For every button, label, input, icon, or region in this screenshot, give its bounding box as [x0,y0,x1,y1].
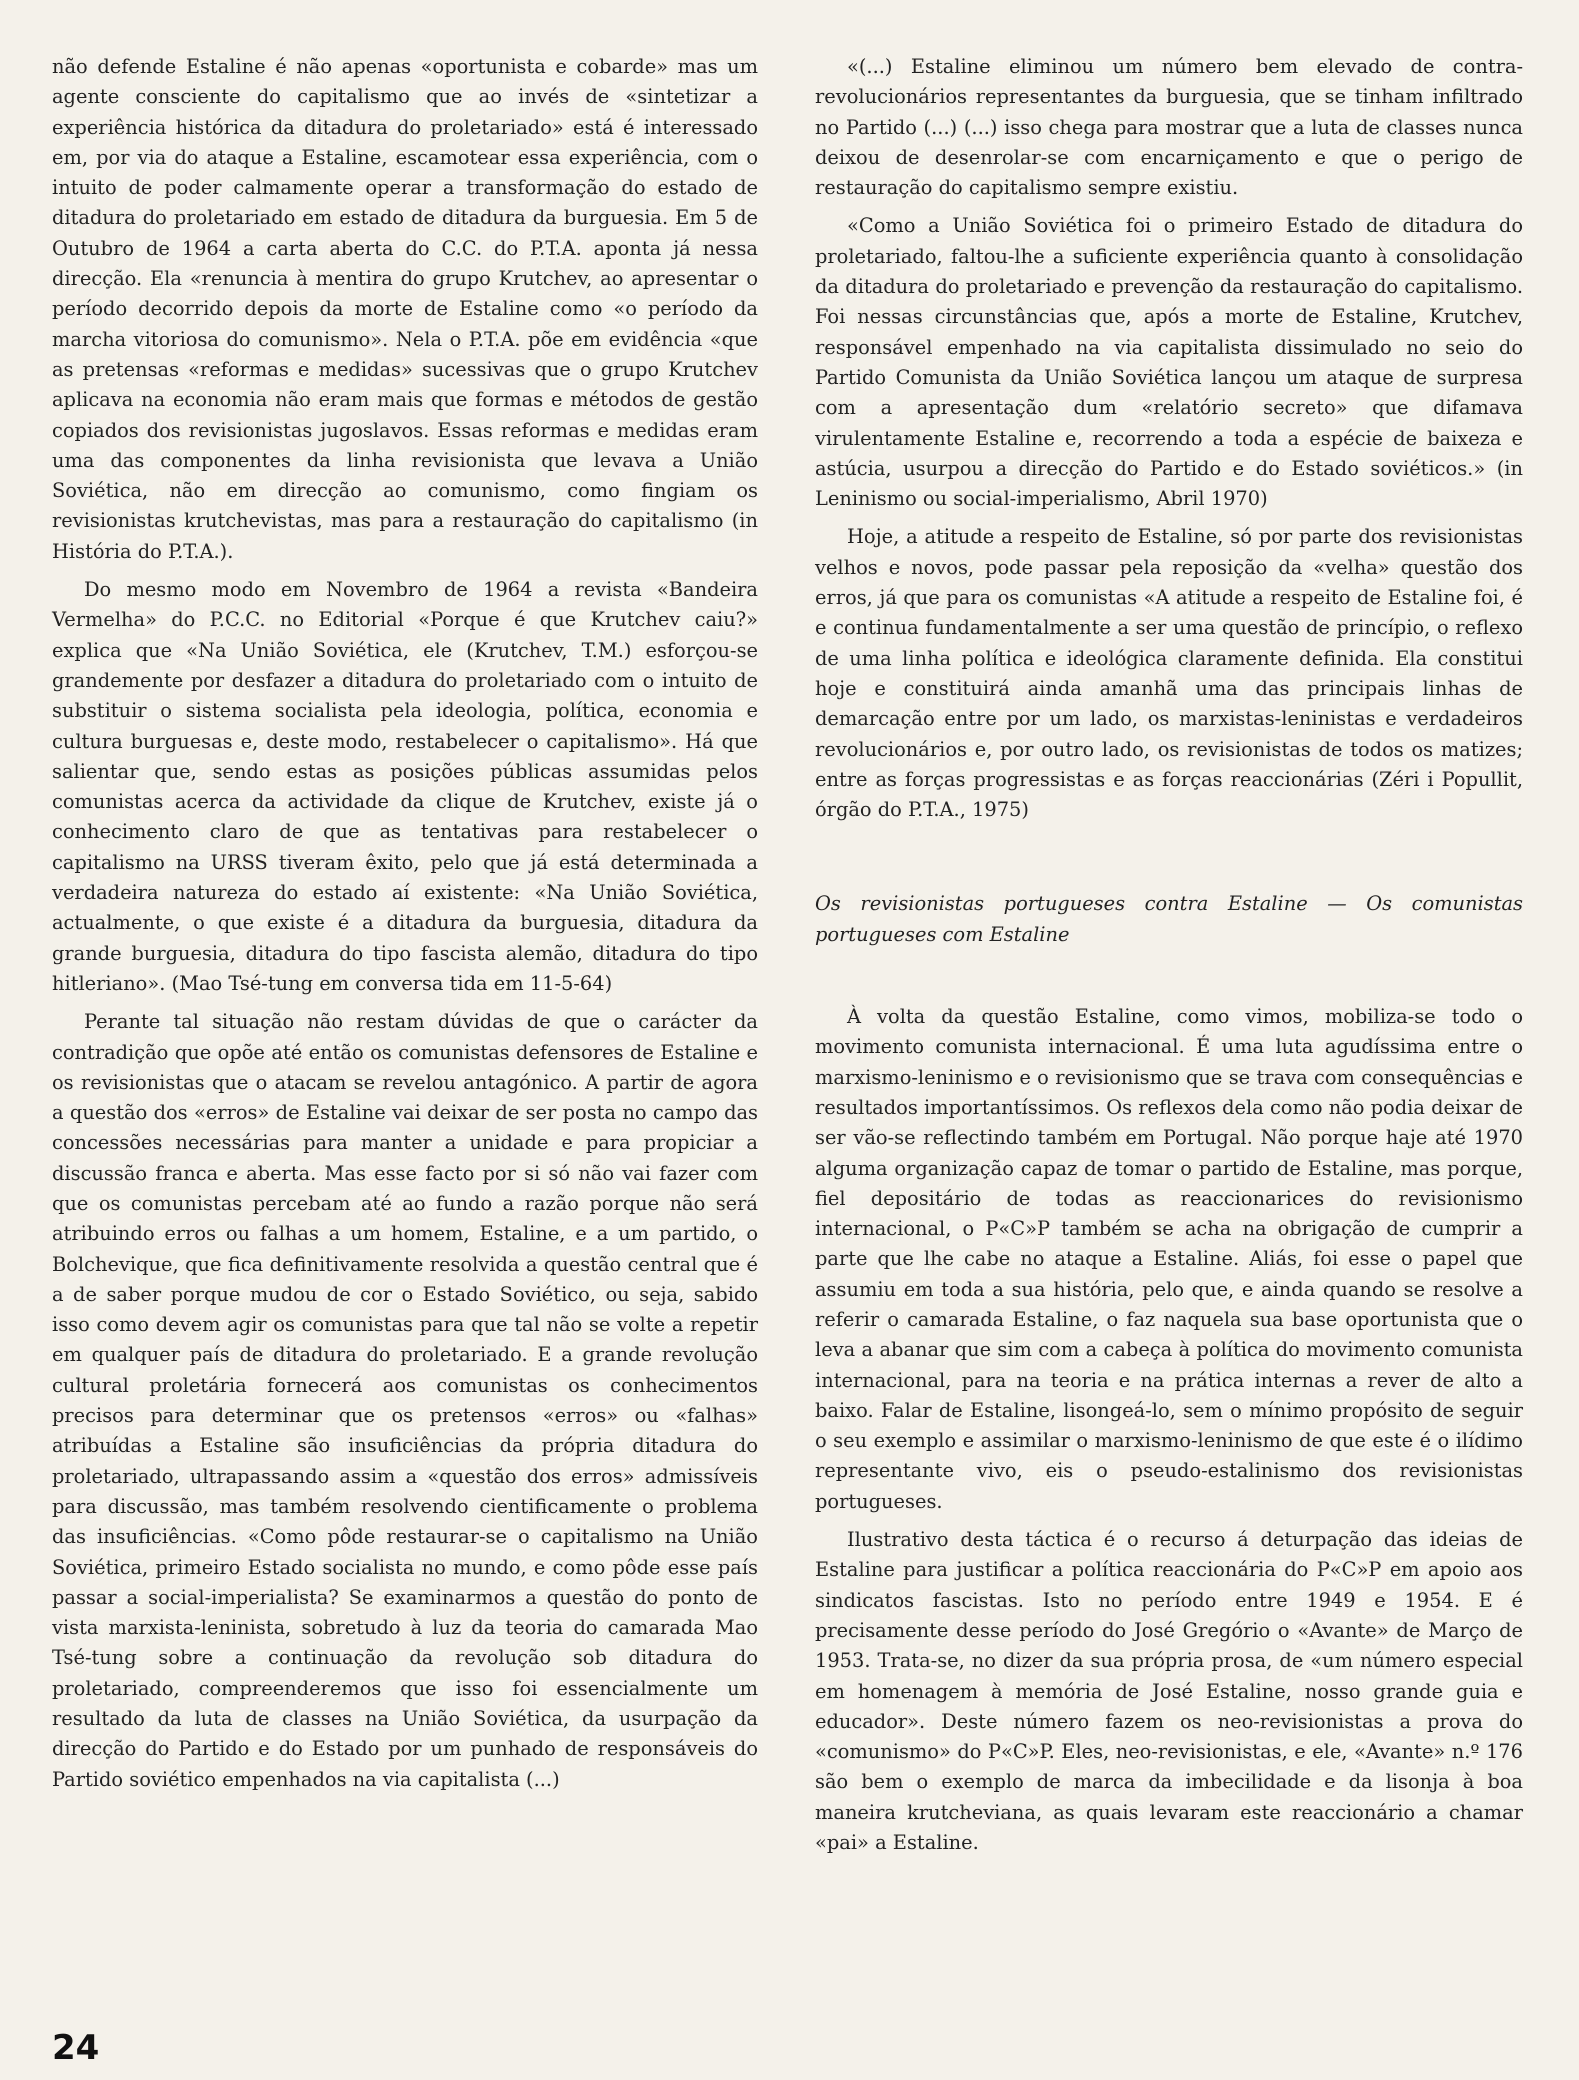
left-column [52,52,758,1803]
section-heading: Os revisionistas portugueses contra Estaline — Os comunistas portugueses com Estaline [815,892,1523,946]
body-paragraph: Perante tal situação não restam dúvidas de que o carácter da contradição que opõe até então os comunistas defensores de Estaline e os revisionistas que o atacam se revelou antagónico. A partir de agora a questão dos «erros» de Estaline vai deixar de ser posta no campo das concessões necessárias para manter a unidade e para propiciar a discussão franca e aberta. Mas esse facto por si só não vai fazer com que os comunistas percebam até ao fundo a razão porque não será atribuindo erros ou falhas a um homem, Estaline, e a um partido, o Bolchevique, que fica definitivamente resolvida a questão central que é a de saber porque mudou de cor o Estado Soviético, ou seja, sabido isso como devem agir os comunistas para que tal não se volte a repetir em qualquer país de ditadura do proletariado. E a grande revolução cultural proletária fornecerá aos comunistas os conhecimentos precisos para determinar que os pretensos «erros» ou «falhas» atribuídas a Estaline são insuficiências da própria ditadura do proletariado, ultrapassando assim a «questão dos erros» admissíveis para discussão, mas também resolvendo cientificamente o problema das insuficiências. «Como pôde restaurar-se o capitalismo na União Soviética, primeiro Estado socialista no mundo, e como pôde esse país passar a social-imperialista? Se examinarmos a questão do ponto de vista marxista-leninista, sobretudo à luz da teoria do camarada Mao Tsé-tung sobre a continuação da revolução sob ditadura do proletariado, compreenderemos que isso foi essencialmente um resultado da luta de classes na União Soviética, da usurpação da direcção do Partido e do Estado por um punhado de responsáveis do Partido soviético empenhados na via capitalista (...) [52,1010,758,1791]
page-number: 24 [52,2028,100,2068]
body-paragraph: À volta da questão Estaline, como vimos, mobiliza-se todo o movimento comunista internacional. É uma luta agudíssima entre o marxismo-leninismo e o revisionismo que se trava com consequências e resultados importantíssimos. Os reflexos dela como não podia deixar de ser vão-se reflectindo também em Portugal. Não porque haje até 1970 alguma organização capaz de tomar o partido de Estaline, mas porque, fiel depositário de todas as reaccionarices do revisionismo internacional, o P«C»P também se acha na obrigação de cumprir a parte que lhe cabe no ataque a Estaline. Aliás, foi esse o papel que assumiu em toda a sua história, pelo que, e ainda quando se resolve a referir o camarada Estaline, o faz naquela sua base oportunista que o leva a abanar que sim com a cabeça à política do movimento comunista internacional, para na teoria e na prática internas a rever de alto a baixo. Falar de Estaline, lisongeá-lo, sem o mínimo propósito de seguir o seu exemplo e assimilar o marxismo-leninismo de que este é o ilídimo representante vivo, eis o pseudo-estalinismo dos revisionistas portugueses. [815,1005,1523,1513]
body-paragraph: Do mesmo modo em Novembro de 1964 a revista «Bandeira Vermelha» do P.C.C. no Editorial «Porque é que Krutchev caiu?» explica que «Na União Soviética, ele (Krutchev, T.M.) esforçou-se grandemente por desfazer a ditadura do proletariado com o intuito de substituir o sistema socialista pela ideologia, política, economia e cultura burguesas e, deste modo, restabelecer o capitalismo». Há que salientar que, sendo estas as posições públicas assumidas pelos comunistas acerca da actividade da clique de Krutchev, existe já o conhecimento claro de que as tentativas para restabelecer o capitalismo na URSS tiveram êxito, pelo que já está determinada a verdadeira natureza do estado aí existente: «Na União Soviética, actualmente, o que existe é a ditadura da burguesia, ditadura da grande burguesia, ditadura do tipo fascista alemão, ditadura do tipo hitleriano». (Mao Tsé-tung em conversa tida em 11-5-64) [52,578,758,995]
body-paragraph: Hoje, a atitude a respeito de Estaline, só por parte dos revisionistas velhos e novos, pode passar pela reposição da «velha» questão dos erros, já que para os comunistas «A atitude a respeito de Estaline foi, é e continua fundamentalmente a ser uma questão de princípio, o reflexo de uma linha política e ideológica claramente definida. Ela constitui hoje e constituirá ainda amanhã uma das principais linhas de demarcação entre por um lado, os marxistas-leninistas e verdadeiros revolucionários e, por outro lado, os revisionistas de todos os matizes; entre as forças progressistas e as forças reaccionárias (Zéri i Popullit, órgão do P.T.A., 1975) [815,525,1523,822]
body-paragraph: «(...) Estaline eliminou um número bem elevado de contra-revolucionários representantes da burguesia, que se tinham infiltrado no Partido (...) (...) isso chega para mostrar que a luta de classes nunca deixou de desenrolar-se com encarniçamento e que o perigo de restauração do capitalismo sempre existiu. [815,55,1523,200]
body-paragraph: não defende Estaline é não apenas «oportunista e cobarde» mas um agente consciente do capitalismo que ao invés de «sintetizar a experiência histórica da ditadura do proletariado» está é interessado em, por via do ataque a Estaline, escamotear essa experiência, com o intuito de poder calmamente operar a transformação do estado de ditadura do proletariado em estado de ditadura da burguesia. Em 5 de Outubro de 1964 a carta aberta do C.C. do P.T.A. aponta já nessa direcção. Ela «renuncia à mentira do grupo Krutchev, ao apresentar o período decorrido depois da morte de Estaline como «o período da marcha vitoriosa do comunismo». Nela o P.T.A. põe em evidência «que as pretensas «reformas e medidas» sucessivas que o grupo Krutchev aplicava na economia não eram mais que formas e métodos de gestão copiados dos revisionistas jugoslavos. Essas reformas e medidas eram uma das componentes da linha revisionista que levava a União Soviética, não em direcção ao comunismo, como fingiam os revisionistas krutchevistas, mas para a restauração do capitalismo (in História do P.T.A.). [52,55,758,563]
right-column [815,52,1523,1866]
body-paragraph: Ilustrativo desta táctica é o recurso á deturpação das ideias de Estaline para justificar a política reaccionária do P«C»P em apoio aos sindicatos fascistas. Isto no período entre 1949 e 1954. E é precisamente desse período do José Gregório o «Avante» de Março de 1953. Trata-se, no dizer da sua própria prosa, de «um número especial em homenagem à memória de José Estaline, nosso grande guia e educador». Deste número fazem os neo-revisionistas a prova do «comunismo» do P«C»P. Eles, neo-revisionistas, e ele, «Avante» n.º 176 são bem o exemplo de marca da imbecilidade e da lisonja à boa maneira krutcheviana, as quais levaram este reaccionário a chamar «pai» a Estaline. [815,1528,1523,1855]
body-paragraph: «Como a União Soviética foi o primeiro Estado de ditadura do proletariado, faltou-lhe a suficiente experiência quanto à consolidação da ditadura do proletariado e prevenção da restauração do capitalismo. Foi nessas circunstâncias que, após a morte de Estaline, Krutchev, responsável empenhado na via capitalista dissimulado no seio do Partido Comunista da União Soviética lançou um ataque de surpresa com a apresentação dum «relatório secreto» que difamava virulentamente Estaline e, recorrendo a toda a espécie de baixeza e astúcia, usurpou a direcção do Partido e do Estado soviéticos.» (in Leninismo ou social-imperialismo, Abril 1970) [815,214,1523,511]
